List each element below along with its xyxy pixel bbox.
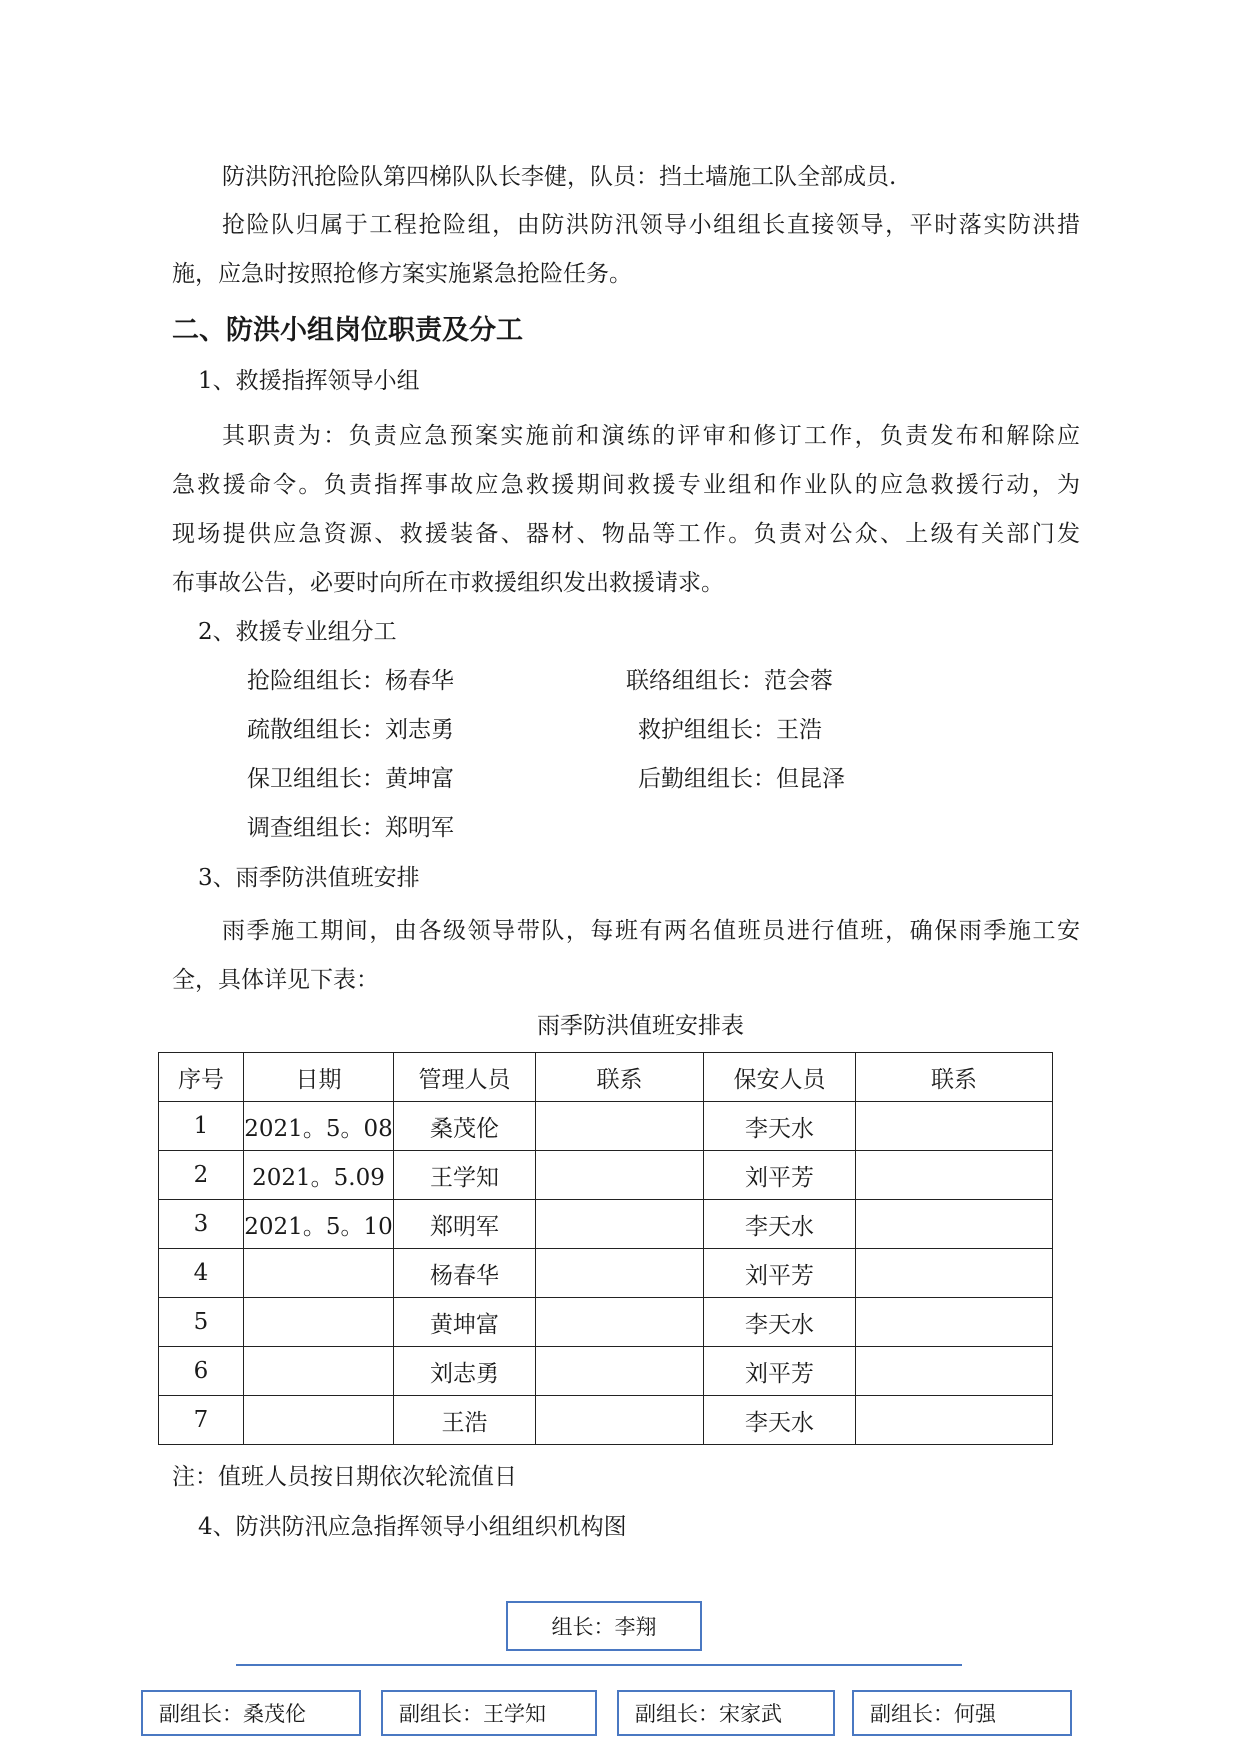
intro-paragraph-1: 防洪防汛抢险队第四梯队队长李健，队员：挡土墙施工队全部成员. xyxy=(222,164,897,190)
cell-guard: 刘平芳 xyxy=(704,1249,856,1298)
cell-index: 5 xyxy=(159,1298,244,1347)
item-3-line-1: 雨季施工期间，由各级领导带队，每班有两名值班员进行值班，确保雨季施工安 xyxy=(222,918,1080,944)
header-guard-contact: 联系 xyxy=(856,1053,1053,1102)
item-1-title: 1、救援指挥领导小组 xyxy=(198,368,420,394)
cell-date xyxy=(244,1347,394,1396)
cell-guard: 刘平芳 xyxy=(704,1151,856,1200)
leader-security: 保卫组组长：黄坤富 xyxy=(247,766,454,792)
leader-liaison: 联络组组长：范会蓉 xyxy=(626,668,833,694)
cell-manager-contact xyxy=(536,1347,704,1396)
cell-index: 3 xyxy=(159,1200,244,1249)
org-deputy-label: 副组长：桑茂伦 xyxy=(159,1702,306,1726)
header-index: 序号 xyxy=(159,1053,244,1102)
cell-guard-contact xyxy=(856,1151,1053,1200)
cell-guard-contact xyxy=(856,1249,1053,1298)
table-row xyxy=(159,1249,1053,1298)
leader-evacuation: 疏散组组长：刘志勇 xyxy=(247,717,454,743)
item-1-line-4: 布事故公告，必要时向所在市救援组织发出救援请求。 xyxy=(172,570,724,596)
org-deputy-box-4 xyxy=(852,1690,1072,1736)
item-4-title: 4、防洪防汛应急指挥领导小组组织机构图 xyxy=(198,1514,627,1540)
org-leader-label: 组长：李翔 xyxy=(551,1615,657,1639)
leader-investigation: 调查组组长：郑明军 xyxy=(247,815,454,841)
item-2-title: 2、救援专业组分工 xyxy=(198,619,397,645)
org-deputy-label: 副组长：王学知 xyxy=(399,1702,546,1726)
table-row xyxy=(159,1102,1053,1151)
cell-date xyxy=(244,1298,394,1347)
table-row xyxy=(159,1396,1053,1445)
table-note: 注：值班人员按日期依次轮流值日 xyxy=(172,1464,517,1490)
cell-guard-contact xyxy=(856,1347,1053,1396)
cell-index: 7 xyxy=(159,1396,244,1445)
cell-index: 2 xyxy=(159,1151,244,1200)
cell-manager: 王浩 xyxy=(394,1396,536,1445)
header-guard: 保安人员 xyxy=(704,1053,856,1102)
cell-manager-contact xyxy=(536,1151,704,1200)
item-1-line-1: 其职责为：负责应急预案实施前和演练的评审和修订工作，负责发布和解除应 xyxy=(222,423,1080,449)
cell-date: 2021。5。08 xyxy=(244,1102,394,1151)
item-3-title: 3、雨季防洪值班安排 xyxy=(198,865,420,891)
table-caption: 雨季防洪值班安排表 xyxy=(537,1013,744,1039)
item-1-line-2: 急救援命令。负责指挥事故应急救援期间救援专业组和作业队的应急救援行动，为 xyxy=(172,472,1080,498)
cell-guard: 李天水 xyxy=(704,1200,856,1249)
cell-manager: 杨春华 xyxy=(394,1249,536,1298)
cell-manager: 黄坤富 xyxy=(394,1298,536,1347)
intro-paragraph-2-line-1: 抢险队归属于工程抢险组，由防洪防汛领导小组组长直接领导，平时落实防洪措 xyxy=(222,212,1080,238)
intro-paragraph-2-line-2: 施，应急时按照抢修方案实施紧急抢险任务。 xyxy=(172,261,632,287)
cell-guard: 李天水 xyxy=(704,1396,856,1445)
org-deputy-box-1 xyxy=(141,1690,361,1736)
org-connector-line xyxy=(236,1664,962,1666)
table-row xyxy=(159,1298,1053,1347)
cell-manager-contact xyxy=(536,1200,704,1249)
header-date: 日期 xyxy=(244,1053,394,1102)
org-deputy-box-3 xyxy=(617,1690,835,1736)
table-row xyxy=(159,1347,1053,1396)
cell-manager-contact xyxy=(536,1298,704,1347)
cell-manager-contact xyxy=(536,1102,704,1151)
cell-guard: 李天水 xyxy=(704,1298,856,1347)
cell-manager-contact xyxy=(536,1249,704,1298)
cell-date xyxy=(244,1249,394,1298)
cell-guard: 刘平芳 xyxy=(704,1347,856,1396)
cell-index: 4 xyxy=(159,1249,244,1298)
table-row xyxy=(159,1200,1053,1249)
cell-guard: 李天水 xyxy=(704,1102,856,1151)
leader-medical: 救护组组长：王浩 xyxy=(638,717,822,743)
org-leader-box xyxy=(506,1601,702,1651)
cell-guard-contact xyxy=(856,1102,1053,1151)
section-heading: 二、防洪小组岗位职责及分工 xyxy=(172,315,523,346)
cell-date: 2021。5.09 xyxy=(244,1151,394,1200)
cell-manager: 桑茂伦 xyxy=(394,1102,536,1151)
cell-date xyxy=(244,1396,394,1445)
cell-manager: 王学知 xyxy=(394,1151,536,1200)
header-manager: 管理人员 xyxy=(394,1053,536,1102)
org-deputy-label: 副组长：宋家武 xyxy=(635,1702,782,1726)
item-3-line-2: 全，具体详见下表： xyxy=(172,967,379,993)
cell-guard-contact xyxy=(856,1396,1053,1445)
header-manager-contact: 联系 xyxy=(536,1053,704,1102)
org-deputy-label: 副组长：何强 xyxy=(870,1702,996,1726)
cell-index: 1 xyxy=(159,1102,244,1151)
org-deputy-box-2 xyxy=(381,1690,597,1736)
cell-manager: 郑明军 xyxy=(394,1200,536,1249)
cell-manager: 刘志勇 xyxy=(394,1347,536,1396)
leader-rescue: 抢险组组长：杨春华 xyxy=(247,668,454,694)
item-1-line-3: 现场提供应急资源、救援装备、器材、物品等工作。负责对公众、上级有关部门发 xyxy=(172,521,1080,547)
table-header-row xyxy=(159,1053,1053,1102)
cell-guard-contact xyxy=(856,1200,1053,1249)
cell-date: 2021。5。10 xyxy=(244,1200,394,1249)
cell-index: 6 xyxy=(159,1347,244,1396)
table-row xyxy=(159,1151,1053,1200)
leader-logistics: 后勤组组长：但昆泽 xyxy=(638,766,845,792)
duty-schedule-table xyxy=(158,1052,1053,1445)
cell-guard-contact xyxy=(856,1298,1053,1347)
cell-manager-contact xyxy=(536,1396,704,1445)
